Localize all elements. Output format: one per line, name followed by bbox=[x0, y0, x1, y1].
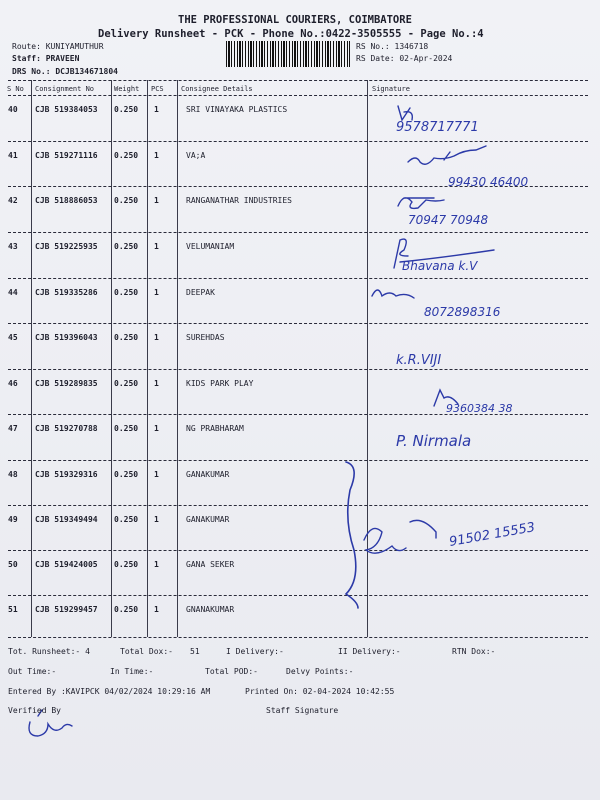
col-weight: Weight bbox=[114, 85, 140, 93]
table-row: 44 CJB 519335286 0.250 1 DEEPAK bbox=[8, 288, 215, 297]
table-row: 46 CJB 519289835 0.250 1 KIDS PARK PLAY bbox=[8, 379, 254, 388]
signature-phone: 9578717771 bbox=[396, 120, 479, 135]
i-delivery: I Delivery:- bbox=[226, 647, 284, 656]
verified-by-label: Verified By bbox=[8, 706, 61, 715]
signature-mark bbox=[398, 198, 444, 209]
signature-phone: 8072898316 bbox=[424, 305, 501, 319]
out-time: Out Time:- bbox=[8, 667, 57, 676]
signature-name: k.R.VIJI bbox=[396, 353, 442, 368]
signature-phone: 70947 70948 bbox=[408, 213, 489, 227]
in-time: In Time:- bbox=[110, 667, 154, 676]
table-row: 43 CJB 519225935 0.250 1 VELUMANIAM bbox=[8, 242, 235, 251]
signature-mark bbox=[398, 106, 412, 120]
signature-phone: 9360384 38 bbox=[446, 402, 513, 415]
printed-on: Printed On: 02-04-2024 10:42:55 bbox=[245, 687, 395, 696]
staff-signature-label: Staff Signature bbox=[266, 706, 339, 715]
tot-runsheet: Tot. Runsheet:- 4 bbox=[8, 647, 90, 656]
drs-number: DRS No.: DCJB134671804 bbox=[12, 67, 118, 76]
signature-mark bbox=[364, 520, 436, 553]
col-sno: S No bbox=[7, 85, 24, 93]
entered-by: Entered By :KAVIPCK 04/02/2024 10:29:16 AM bbox=[8, 687, 211, 696]
staff-label: Staff: PRAVEEN bbox=[12, 54, 80, 63]
total-dox-value: 51 bbox=[190, 647, 200, 656]
col-consignee: Consignee Details bbox=[181, 85, 253, 93]
signature-mark bbox=[372, 290, 414, 298]
signature-phone: 91502 15553 bbox=[448, 520, 537, 550]
signature-mark bbox=[408, 146, 486, 164]
rs-date: RS Date: 02-Apr-2024 bbox=[356, 54, 453, 63]
rs-number: RS No.: 1346718 bbox=[356, 42, 429, 51]
signature-name: P. Nirmala bbox=[396, 432, 472, 450]
signature-phone: 99430 46400 bbox=[448, 175, 529, 189]
table-row: 41 CJB 519271116 0.250 1 VA;A bbox=[8, 151, 206, 160]
table-row: 48 CJB 519329316 0.250 1 GANAKUMAR bbox=[8, 470, 230, 479]
col-pcs: PCS bbox=[151, 85, 164, 93]
table-row: 47 CJB 519270788 0.250 1 NG PRABHARAM bbox=[8, 424, 244, 433]
company-title: THE PROFESSIONAL COURIERS, COIMBATORE bbox=[178, 14, 412, 26]
col-signature: Signature bbox=[372, 85, 410, 93]
table-row: 51 CJB 519299457 0.250 1 GNANAKUMAR bbox=[8, 605, 235, 614]
table-row: 45 CJB 519396043 0.250 1 SUREHDAS bbox=[8, 333, 225, 342]
total-dox-label: Total Dox:- bbox=[120, 647, 173, 656]
rtn-dox: RTN Dox:- bbox=[452, 647, 496, 656]
table-row: 42 CJB 518886053 0.250 1 RANGANATHAR INDUSTRIES bbox=[8, 196, 292, 205]
route-label: Route: KUNIYAMUTHUR bbox=[12, 42, 104, 51]
signature-name: Bhavana k.V bbox=[402, 259, 478, 273]
runsheet-subtitle: Delivery Runsheet - PCK - Phone No.:0422-3505555 - Page No.:4 bbox=[98, 28, 484, 40]
table-row: 50 CJB 519424005 0.250 1 GANA SEKER bbox=[8, 560, 235, 569]
delvy-points: Delvy Points:- bbox=[286, 667, 354, 676]
signature-mark bbox=[346, 462, 358, 608]
table-row: 49 CJB 519349494 0.250 1 GANAKUMAR bbox=[8, 515, 230, 524]
col-consignment: Consignment No bbox=[35, 85, 95, 93]
ii-delivery: II Delivery:- bbox=[338, 647, 401, 656]
total-pod: Total POD:- bbox=[205, 667, 258, 676]
table-row: 40 CJB 519384053 0.250 1 SRI VINAYAKA PLASTICS bbox=[8, 105, 288, 114]
